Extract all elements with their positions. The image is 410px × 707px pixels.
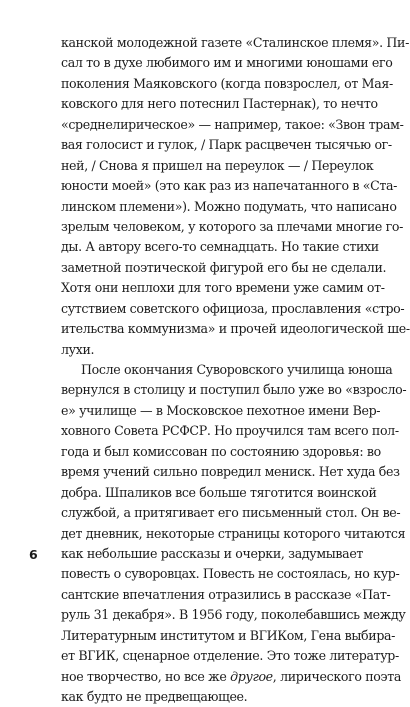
text-line: дет дневник, некоторые страницы которого читаются: [61, 525, 406, 541]
text-line: года и был комиссован по состоянию здоровья: во: [61, 443, 381, 459]
emphasized-word: другое: [230, 668, 273, 684]
text-line: поколения Маяковского (когда повзрослел, от Мая-: [61, 75, 393, 91]
paragraph-end-line: как будто не предвещающее.: [61, 689, 248, 704]
text-line: руль 31 декабря». В 1956 году, поколебавшись между: [61, 607, 406, 623]
text-line: ды. А автору всего-то семнадцать. Но такие стихи: [61, 239, 379, 255]
text-line: добра. Шпаликов все больше тяготится воинской: [61, 484, 377, 500]
text-line: е» училище — в Московское пехотное имени Вер-: [61, 402, 381, 418]
paragraph-start-line: После окончания Суворовского училища юноша: [81, 362, 393, 377]
text-line: как небольшие рассказы и очерки, задумывает: [61, 545, 364, 561]
text-line: ховного Совета РСФСР. Но проучился там всего пол-: [61, 423, 399, 439]
text-line: юности моей» (это как раз из напечатанного в «Ста-: [61, 178, 398, 194]
text-line: канской молодежной газете «Сталинское племя». Пи-: [61, 35, 410, 50]
text-line: вернулся в столицу и поступил было уже во «взросло-: [61, 382, 407, 398]
page-body-text: [61, 33, 410, 707]
text-line: «среднелирическое» — например, такое: «Звон трам-: [61, 116, 404, 132]
text-line: ней, / Снова я пришел на переулок — / Переулок: [61, 157, 374, 173]
text-line: ет ВГИК, сценарное отделение. Это тоже литератур-: [61, 648, 399, 664]
text-line: заметной поэтической фигурой его бы не сделали.: [61, 259, 387, 275]
paragraph-end-line: лухи.: [61, 341, 95, 357]
page-number: 6: [29, 547, 38, 562]
text-line: ное творчество, но все же другое, лирического поэта: [61, 668, 401, 684]
text-line: вая голосист и гулок, / Парк расцвечен тысячью ог-: [61, 137, 392, 153]
text-line: ительства коммунизма» и прочей идеологической ше-: [61, 321, 410, 337]
text-line: линском племени»). Можно подумать, что написано: [61, 198, 397, 214]
text-line: сутствием советского официоза, прославления «стро-: [61, 300, 405, 316]
text-line: сантские впечатления отразились в рассказе «Пат-: [61, 586, 391, 602]
text-line: Хотя они неплохи для того времени уже самим от-: [61, 280, 385, 296]
text-line: Литературным институтом и ВГИКом, Гена выбира-: [61, 627, 396, 643]
text-line: ковского для него потеснил Пастернак), то нечто: [61, 96, 378, 112]
text-line: службой, а притягивает его письменный стол. Он ве-: [61, 505, 401, 521]
text-line: сал то в духе любимого им и многими юношами его: [61, 55, 393, 71]
text-line: время учений сильно повредил мениск. Нет худа без: [61, 464, 400, 480]
text-line: повесть о суворовцах. Повесть не состоялась, но кур-: [61, 566, 400, 582]
text-line: зрелым человеком, у которого за плечами многие го-: [61, 218, 404, 234]
